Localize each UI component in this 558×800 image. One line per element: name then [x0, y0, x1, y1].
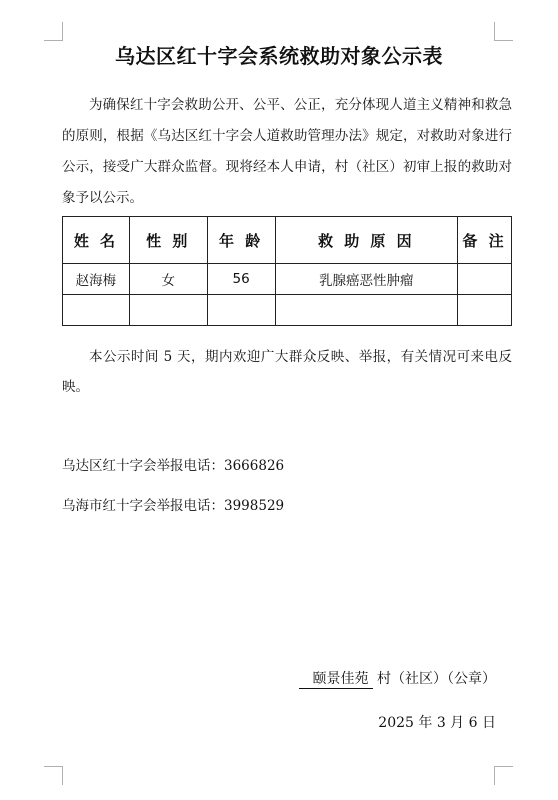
notice-paragraph: 本公示时间 5 天，期内欢迎广大群众反映、举报，有关情况可来电反映。 [62, 349, 512, 395]
cell-age: 56 [207, 264, 275, 295]
cell-remarks [458, 295, 512, 326]
header-age: 年 龄 [207, 217, 275, 264]
cell-name: 赵海梅 [63, 264, 130, 295]
header-name: 姓 名 [63, 217, 130, 264]
header-gender: 性 别 [129, 217, 207, 264]
table-row [63, 264, 512, 295]
table-row [63, 295, 512, 326]
cell-gender: 女 [129, 264, 207, 295]
cell-age [207, 295, 275, 326]
document-title: 乌达区红十字会系统救助对象公示表 [115, 44, 443, 68]
village-name: 颐景佳苑 [299, 670, 373, 689]
cell-gender [129, 295, 207, 326]
crop-mark-top-left [44, 22, 63, 41]
cell-name [63, 295, 130, 326]
document-date: 2025 年 3 月 6 日 [378, 715, 496, 731]
district-hotline: 乌达区红十字会举报电话：3666826 [62, 458, 285, 474]
header-reason: 救 助 原 因 [275, 217, 458, 264]
intro-paragraph: 为确保红十字会救助公开、公平、公正，充分体现人道主义精神和救急的原则，根据《乌达区红十字会人道救助管理办法》规定，对救助对象进行公示，接受广大群众监督。现将经本人申请，村（社区）初审上报的救助对象予以公示。 [62, 97, 512, 206]
crop-mark-bottom-left [44, 766, 63, 785]
cell-reason: 乳腺癌恶性肿瘤 [275, 264, 458, 295]
table-header-row [63, 217, 512, 264]
signature-suffix: 村（社区）（公章） [377, 671, 496, 687]
cell-remarks [458, 264, 512, 295]
header-remarks: 备 注 [458, 217, 512, 264]
signature-line [299, 668, 496, 689]
cell-reason [275, 295, 458, 326]
crop-mark-top-right [494, 22, 513, 41]
recipient-table [62, 216, 512, 326]
city-hotline: 乌海市红十字会举报电话：3998529 [62, 498, 285, 514]
crop-mark-bottom-right [494, 766, 513, 785]
